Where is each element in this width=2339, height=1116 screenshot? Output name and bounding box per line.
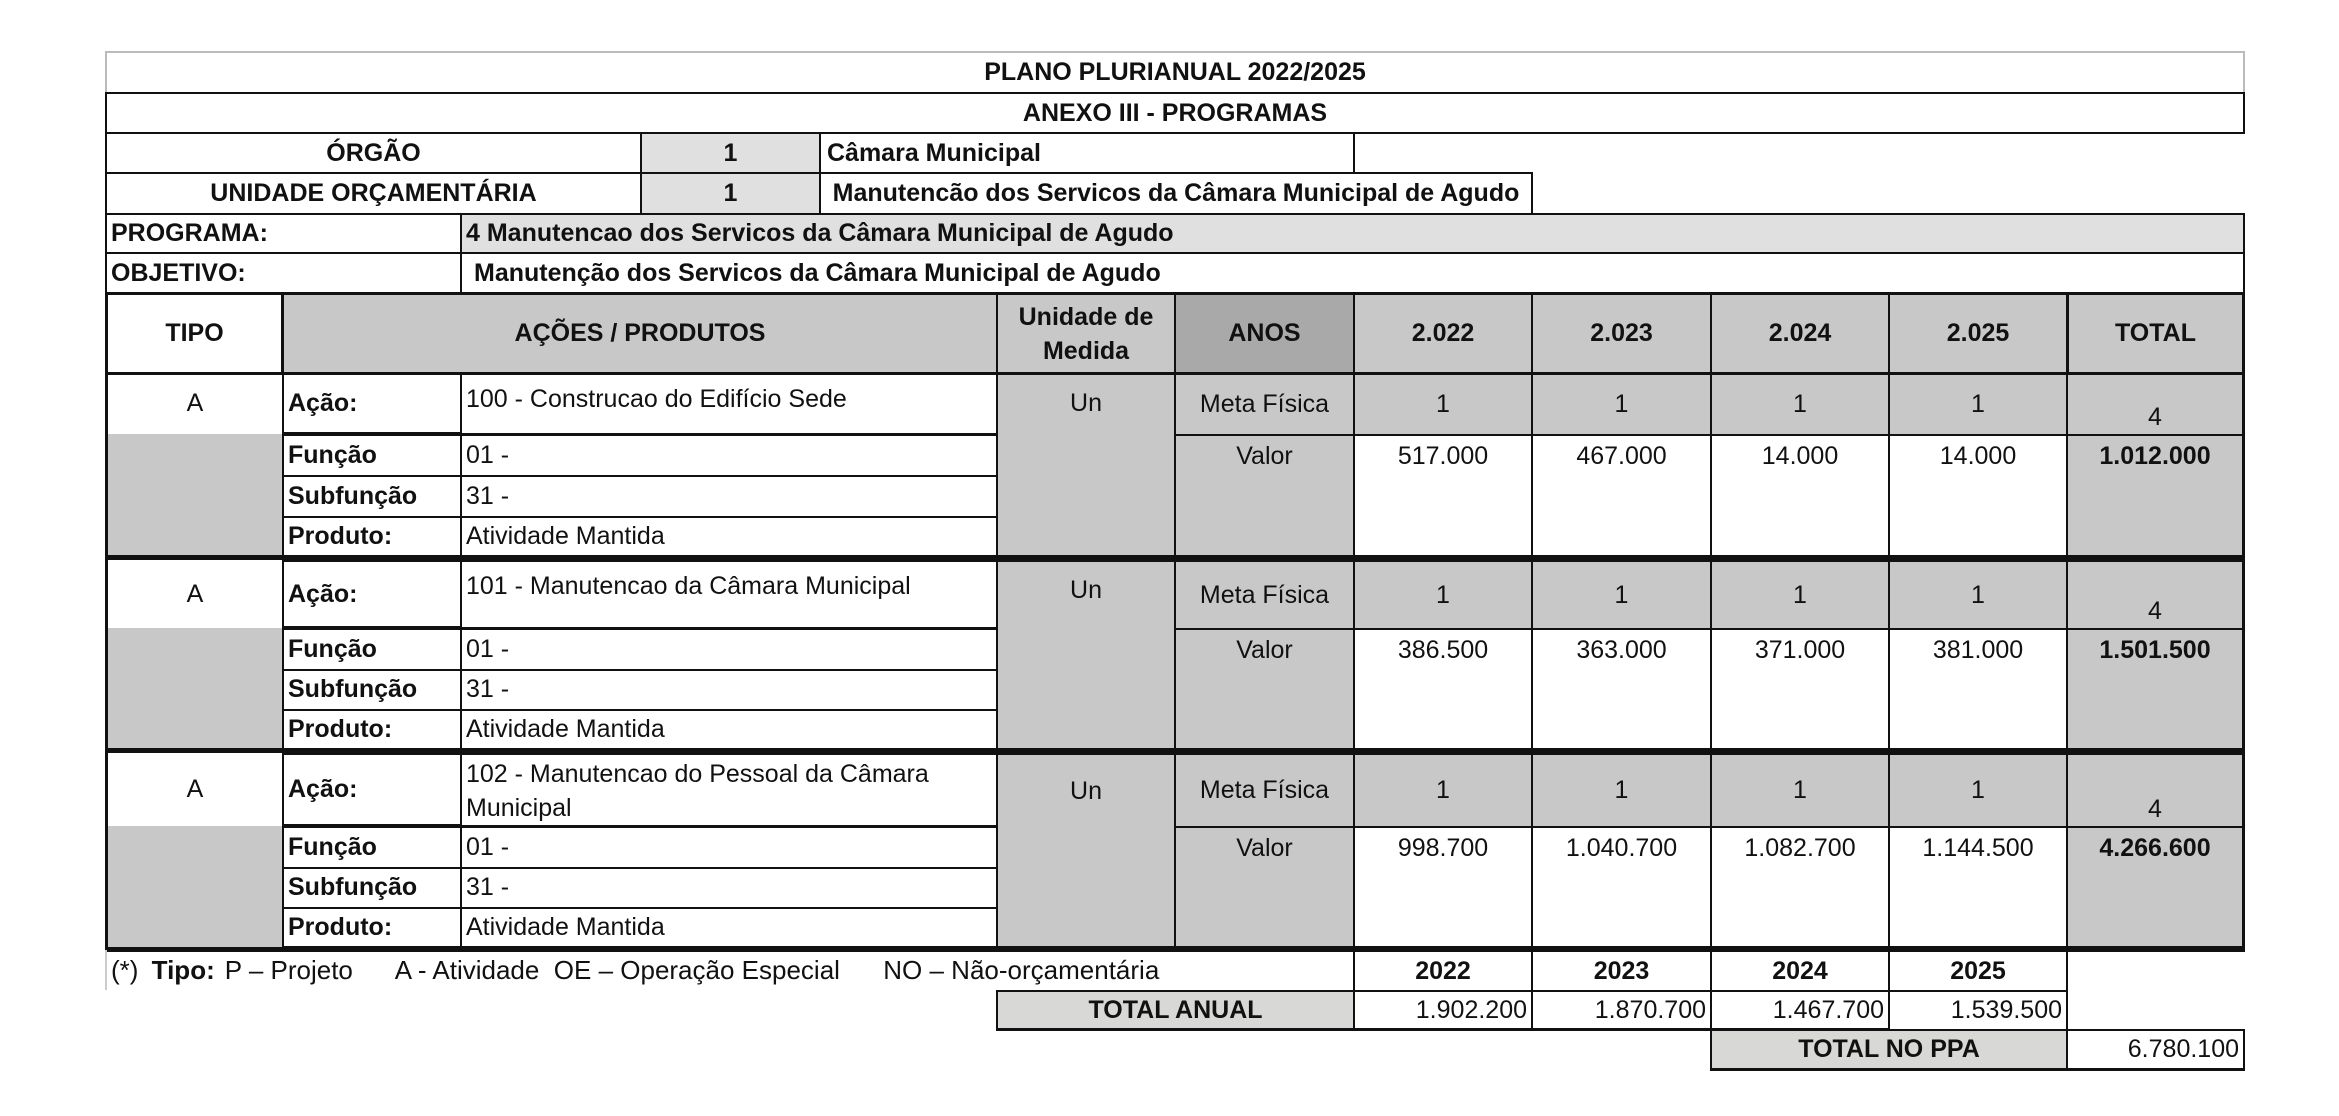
- valor-2025: 1.144.500: [1888, 826, 2068, 948]
- subfuncao-value: 31 -: [460, 475, 998, 518]
- objetivo-label: OBJETIVO:: [105, 252, 462, 294]
- legend-tipo-label: Tipo:: [151, 954, 215, 985]
- col-unidade: [996, 292, 1176, 375]
- meta-fisica-2024: 1: [1710, 753, 1890, 828]
- total-anual-2022: 1.902.200: [1353, 990, 1533, 1031]
- produto-label: Produto:: [282, 907, 462, 948]
- funcao-label: Função: [282, 628, 462, 671]
- col-unidade-line2: Medida: [1042, 336, 1130, 365]
- tipo-legend: [105, 950, 1355, 990]
- valor-label: Valor: [1174, 434, 1355, 557]
- meta-fisica-2023: 1: [1531, 560, 1712, 630]
- total-anual-label: TOTAL ANUAL: [996, 990, 1355, 1031]
- meta-fisica-total: 4: [2066, 373, 2245, 436]
- total-ppa-label: TOTAL NO PPA: [1710, 1029, 2068, 1071]
- valor-2024: 14.000: [1710, 434, 1890, 557]
- unidade-name: Manutencão dos Servicos da Câmara Municipal de Agudo: [819, 172, 1533, 215]
- unidade-value: Un: [996, 753, 1176, 948]
- legend-items: P – Projeto A - Atividade OE – Operação Especial NO – Não-orçamentária: [224, 954, 1160, 985]
- legend-prefix: (*): [111, 954, 139, 985]
- acao-value: 101 - Manutencao da Câmara Municipal: [460, 560, 998, 629]
- produto-label: Produto:: [282, 516, 462, 557]
- meta-fisica-total: 4: [2066, 753, 2245, 828]
- valor-2024: 1.082.700: [1710, 826, 1890, 948]
- col-anos: ANOS: [1174, 292, 1355, 375]
- produto-label: Produto:: [282, 709, 462, 750]
- funcao-label: Função: [282, 826, 462, 869]
- meta-fisica-label: Meta Física: [1174, 373, 1355, 436]
- col-2023: 2.023: [1531, 292, 1712, 375]
- subfuncao-value: 31 -: [460, 669, 998, 712]
- meta-fisica-2022: 1: [1353, 373, 1533, 436]
- col-2022: 2.022: [1353, 292, 1533, 375]
- meta-fisica-label: Meta Física: [1174, 560, 1355, 630]
- tipo-value: A: [105, 560, 282, 628]
- programa-value: 4 Manutencao dos Servicos da Câmara Municipal de Agudo: [460, 213, 2245, 254]
- tipo-filler: [105, 628, 282, 750]
- valor-2022: 517.000: [1353, 434, 1533, 557]
- funcao-value: 01 -: [460, 628, 998, 671]
- orgao-label: ÓRGÃO: [105, 132, 642, 174]
- annex-title: [105, 92, 2245, 134]
- acao-value: 100 - Construcao do Edifício Sede: [460, 373, 998, 435]
- subfuncao-label: Subfunção: [282, 669, 462, 712]
- col-acoes: AÇÕES / PRODUTOS: [282, 292, 998, 375]
- produto-value: Atividade Mantida: [460, 709, 998, 750]
- total-anual-2023: 1.870.700: [1531, 990, 1712, 1031]
- unidade-value: Un: [996, 560, 1176, 750]
- valor-2022: 998.700: [1353, 826, 1533, 948]
- produto-value: Atividade Mantida: [460, 907, 998, 948]
- meta-fisica-2024: 1: [1710, 560, 1890, 630]
- meta-fisica-2023: 1: [1531, 373, 1712, 436]
- valor-total: 1.012.000: [2066, 434, 2245, 557]
- meta-fisica-2023: 1: [1531, 753, 1712, 828]
- unidade-code: 1: [640, 172, 821, 215]
- orgao-code: 1: [640, 132, 821, 174]
- orgao-name: Câmara Municipal: [819, 132, 1355, 174]
- funcao-value: 01 -: [460, 826, 998, 869]
- valor-2023: 363.000: [1531, 628, 1712, 750]
- funcao-label: Função: [282, 434, 462, 477]
- col-2025: 2.025: [1888, 292, 2068, 375]
- meta-fisica-2025: 1: [1888, 373, 2068, 436]
- acao-value: 102 - Manutencao do Pessoal da Câmara Municipal: [460, 753, 998, 827]
- tipo-filler: [105, 826, 282, 948]
- total-anual-2025: 1.539.500: [1888, 990, 2068, 1031]
- meta-fisica-2022: 1: [1353, 753, 1533, 828]
- valor-2024: 371.000: [1710, 628, 1890, 750]
- subfuncao-label: Subfunção: [282, 867, 462, 910]
- unidade-label: UNIDADE ORÇAMENTÁRIA: [105, 172, 642, 215]
- meta-fisica-2022: 1: [1353, 560, 1533, 630]
- divider: [2066, 950, 2068, 992]
- col-unidade-line1: Unidade de: [1018, 302, 1154, 331]
- document-title: [105, 51, 2245, 94]
- acao-label: Ação:: [282, 560, 462, 628]
- col-2024: 2.024: [1710, 292, 1890, 375]
- meta-fisica-label: Meta Física: [1174, 753, 1355, 828]
- meta-fisica-2025: 1: [1888, 753, 2068, 828]
- valor-label: Valor: [1174, 826, 1355, 948]
- valor-total: 1.501.500: [2066, 628, 2245, 750]
- total-year-2022: 2022: [1353, 950, 1533, 992]
- meta-fisica-2024: 1: [1710, 373, 1890, 436]
- valor-2023: 1.040.700: [1531, 826, 1712, 948]
- valor-total: 4.266.600: [2066, 826, 2245, 948]
- tipo-value: A: [105, 753, 282, 826]
- produto-value: Atividade Mantida: [460, 516, 998, 557]
- total-year-2023: 2023: [1531, 950, 1712, 992]
- valor-label: Valor: [1174, 628, 1355, 750]
- valor-2022: 386.500: [1353, 628, 1533, 750]
- unidade-value: Un: [996, 373, 1176, 557]
- programa-label: PROGRAMA:: [105, 213, 462, 254]
- valor-2025: 14.000: [1888, 434, 2068, 557]
- meta-fisica-2025: 1: [1888, 560, 2068, 630]
- acao-label: Ação:: [282, 373, 462, 434]
- tipo-value: A: [105, 373, 282, 434]
- total-anual-2024: 1.467.700: [1710, 990, 1890, 1031]
- col-tipo: TIPO: [105, 292, 284, 375]
- valor-2025: 381.000: [1888, 628, 2068, 750]
- tipo-filler: [105, 434, 282, 557]
- total-year-2024: 2024: [1710, 950, 1890, 992]
- total-year-2025: 2025: [1888, 950, 2068, 992]
- title-text: PLANO PLURIANUAL 2022/2025: [984, 58, 1366, 86]
- meta-fisica-total: 4: [2066, 560, 2245, 630]
- col-total: TOTAL: [2066, 292, 2245, 375]
- subtitle-text: ANEXO III - PROGRAMAS: [1022, 98, 1328, 127]
- objetivo-value: Manutenção dos Servicos da Câmara Municipal de Agudo: [460, 252, 2245, 294]
- funcao-value: 01 -: [460, 434, 998, 477]
- valor-2023: 467.000: [1531, 434, 1712, 557]
- subfuncao-label: Subfunção: [282, 475, 462, 518]
- acao-label: Ação:: [282, 753, 462, 826]
- total-ppa-value: 6.780.100: [2066, 1029, 2245, 1071]
- subfuncao-value: 31 -: [460, 867, 998, 910]
